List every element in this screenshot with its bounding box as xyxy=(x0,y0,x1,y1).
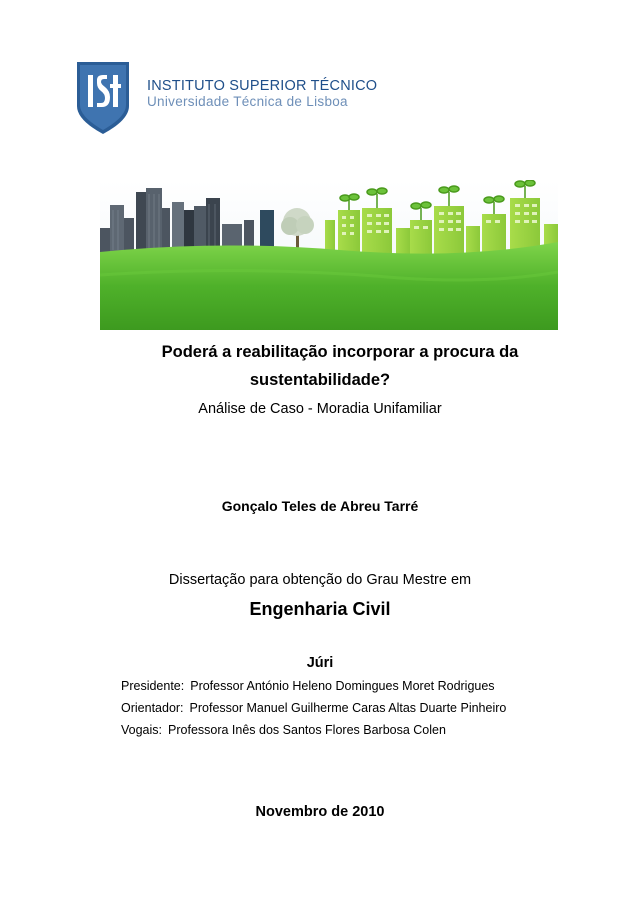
jury-member xyxy=(121,679,495,693)
thesis-title-line2: sustentabilidade? xyxy=(249,371,391,389)
author-name: Gonçalo Teles de Abreu Tarré xyxy=(221,498,419,514)
degree-statement: Dissertação para obtenção do Grau Mestre em xyxy=(168,572,472,588)
jury-member-name: Professor António Heleno Domingues Moret Rodrigues xyxy=(190,679,495,693)
institution-name: INSTITUTO SUPERIOR TÉCNICO xyxy=(147,78,378,94)
sustainable-city-banner xyxy=(100,180,558,330)
jury-heading: Júri xyxy=(306,655,334,671)
jury-role: Orientador: xyxy=(121,701,184,715)
course-name: Engenharia Civil xyxy=(249,599,391,619)
jury-role: Vogais: xyxy=(121,723,163,737)
thesis-title-line1: Poderá a reabilitação incorporar a procura da xyxy=(161,343,519,361)
jury-member xyxy=(121,701,506,715)
submission-date: Novembro de 2010 xyxy=(255,804,385,820)
thesis-subtitle: Análise de Caso - Moradia Unifamiliar xyxy=(198,401,442,417)
jury-member-name: Professor Manuel Guilherme Caras Altas Duarte Pinheiro xyxy=(189,701,507,715)
university-name: Universidade Técnica de Lisboa xyxy=(147,94,348,109)
jury-role: Presidente: xyxy=(121,679,185,693)
jury-member-name: Professora Inês dos Santos Flores Barbosa Colen xyxy=(168,723,446,737)
jury-member xyxy=(121,723,446,737)
ist-logo-icon xyxy=(77,62,129,134)
